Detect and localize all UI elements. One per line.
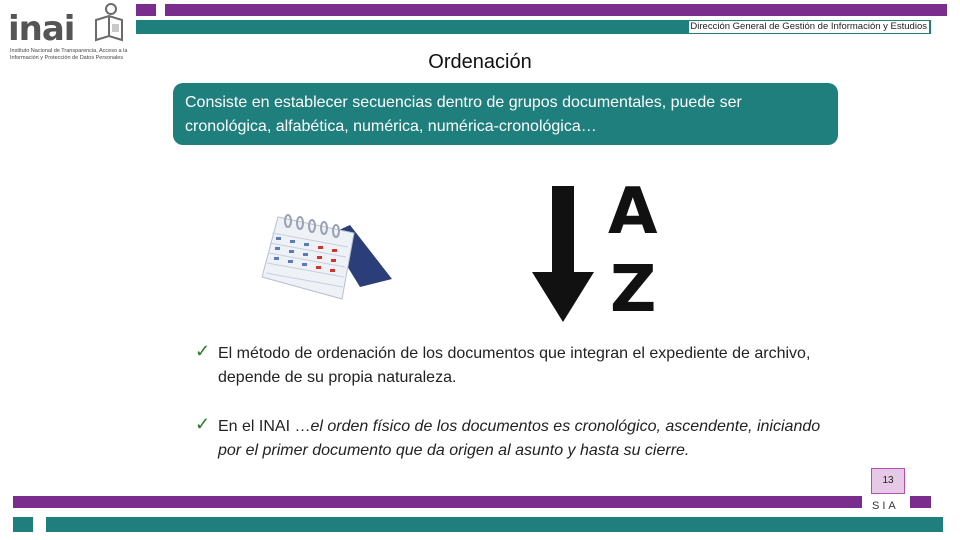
- checkmark-icon: ✓: [195, 414, 211, 434]
- inai-logo: [8, 2, 128, 62]
- footer-purple-bar: [13, 496, 931, 508]
- checkmark-icon: ✓: [195, 341, 211, 361]
- book-person-icon: [92, 2, 126, 46]
- bullet-2: [195, 415, 825, 463]
- footer-teal-block-left: [13, 517, 33, 532]
- footer-brand: SIA: [872, 500, 899, 512]
- department-name: Dirección General de Gestión de Información y Estudios: [690, 21, 927, 32]
- calendar-icon: [258, 205, 398, 300]
- logo-wordmark: inai: [8, 9, 75, 49]
- logo-subtitle-2: Información y Protección de Datos Personales: [10, 55, 124, 61]
- logo-subtitle-1: Instituto Nacional de Transparencia, Acceso a la: [10, 48, 128, 54]
- slide-title: Ordenación: [428, 51, 532, 73]
- page-number: 13: [871, 468, 905, 494]
- footer-teal-bar: [46, 517, 943, 532]
- bullet-2-text: [218, 415, 825, 463]
- bullet-1: [195, 342, 825, 390]
- sort-az-icon: [526, 175, 666, 327]
- header-purple-block-left: [136, 4, 156, 16]
- bullet-1-text: El método de ordenación de los documentos que integran el expediente de archivo, depende de su propia naturaleza.: [218, 345, 811, 386]
- letter-a: A: [608, 175, 658, 249]
- definition-callout: Consiste en establecer secuencias dentro de grupos documentales, puede ser cronológica, alfabética, numérica, numérica-cronológica…: [173, 83, 838, 145]
- bullet-2-prefix: En el INAI …: [218, 418, 311, 435]
- bullet-2-italic: el orden físico de los documentos es cronológico, ascendente, iniciando por el primer documento que da origen al asunto y hasta su cierre.: [218, 418, 821, 459]
- header-purple-bar: [165, 4, 947, 16]
- letter-z: Z: [610, 253, 657, 327]
